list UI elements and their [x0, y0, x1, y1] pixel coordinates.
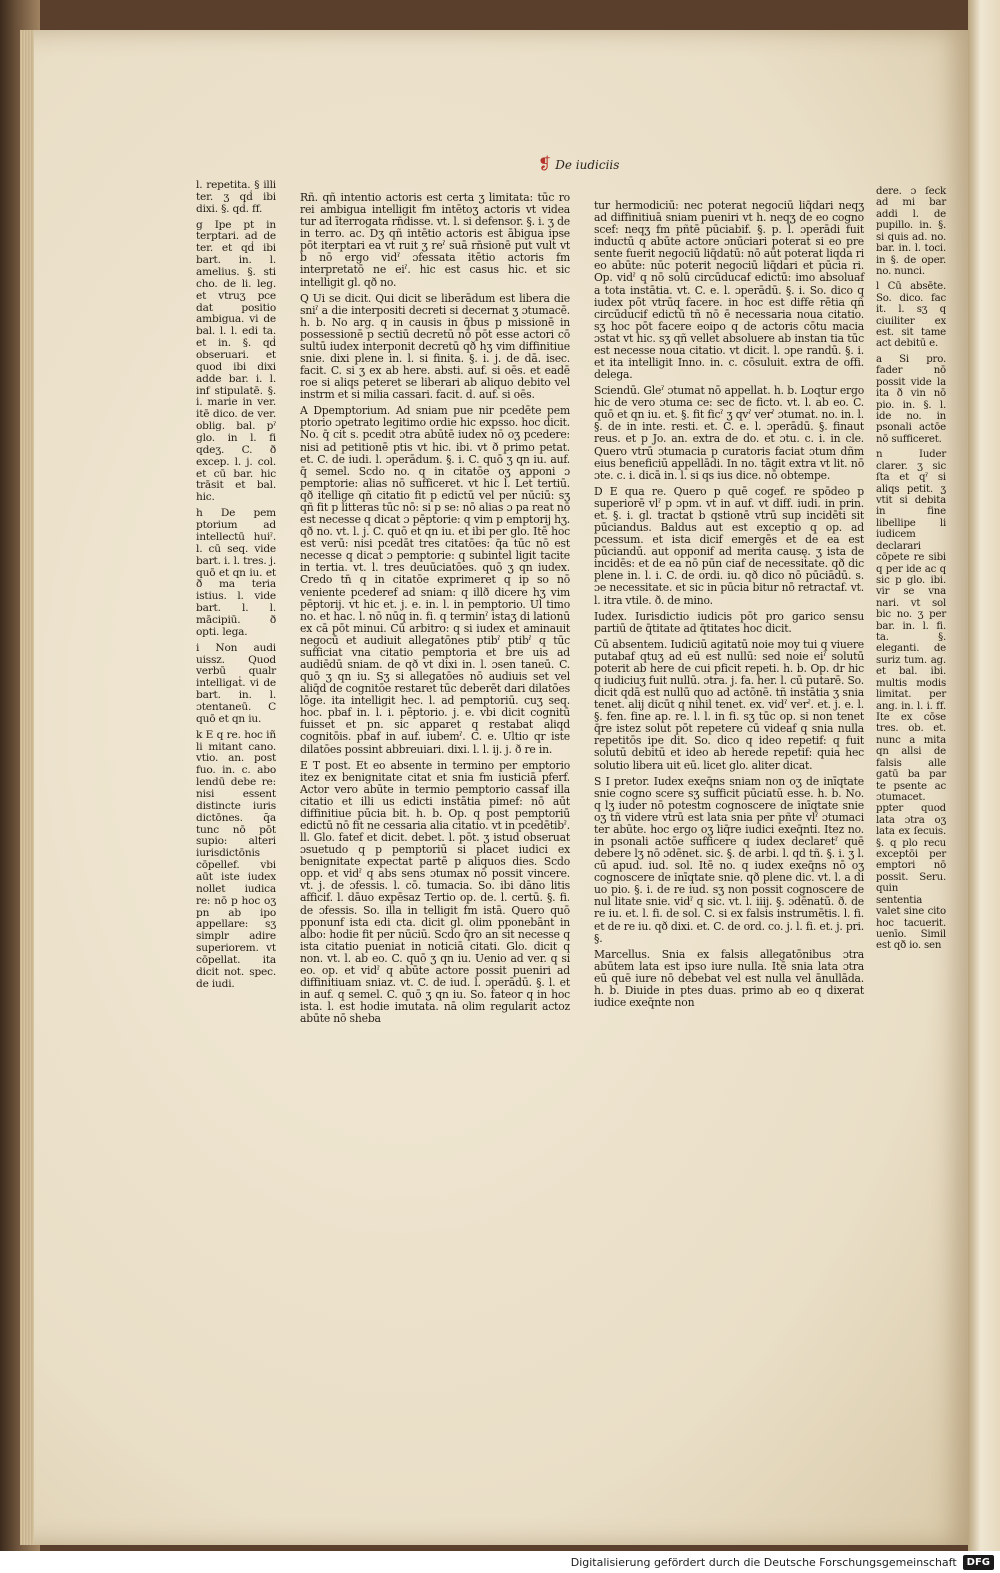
dfg-logo-icon: DFG [963, 1555, 994, 1570]
facing-page-edge [968, 0, 1000, 1573]
main-paragraph: D E qua re. Quero p quē cogef. re spōdeo p superiorē vlˀ p ɔpm. vt in auf. vt diff. iudi. in prin. et. §. i. gl. tractat b qstionē vtrū sup incidēti sit pūciandus. Baldus aut est exceptio q op. ad pcessum. et ista dicif emergēs et de ea est pūciandū. aut opponif ad merita causę. ʒ ista de incidēs: et de ea nō pūn ciaf de necessitate. qð dic plene in. l. i. C. de ordi. iu. qð dico nō pūciādū. s. ɔe necessitate. et sic in pūcia bitur nō retractaf. vt. l. itra vtile. ð. de mino. [594, 484, 864, 607]
main-paragraph: Cū absentem. Iudiciū agitatū noie moy tui q viuere putabaf qtuʒ ad eū est nullū: sed noie eiˀ solutū poterit ab here de cui pficit repeti. h. b. Op. dr hic q iudiciuʒ fuit nullū. ɔtra. j. fa. her. l. cū putarē. So. dicit qdā est nullū quo ad actōnē. tñ instātia ʒ snia tenet. alij dicūt q nihil tenet. ex. vidˀ verˀ. et. j. e. l. §. fen. fine ap. re. l. l. in fi. sʒ tūc op. si non tenet q̄re istez solut pōt repetere cū videaf q snia nulla repetitōs ipe dit. So. dico q ideo repetif: q fuit solutū debitū et ideo ab herede repetif: quia hec solutio libera uit eū. licet glo. aliter dicat. [594, 637, 864, 772]
main-column-right [594, 200, 864, 1260]
footer-text: Digitalisierung gefördert durch die Deutsche Forschungsgemeinschaft [570, 1555, 957, 1569]
gloss-paragraph: h De pem ptorium ad intellectū huiˀ. l. cū seq. vide bart. i. l. tres. j. quō et qn iu. et ð ma teria istius. l. vide bart. l. l. mācipiū. ð opti. lega. [196, 507, 276, 638]
paragraph-mark-icon: ❡ [538, 154, 552, 173]
main-paragraph: Rñ. qñ intentio actoris est certa ʒ limitata: tūc ro rei ambigua intelligit fm intētoʒ actoris vt videa tur ad īterrogata rn̄disse. vt. l. si defensor. §. i. ʒ de in terro. ac. Dʒ qñ intētio actoris est ābigua ipse pōt iterptari ea vt ruit ʒ reˀ suā rn̄sionē put vult vt b nō ergo vidˀ ɔfessata itētio actoris fm interpretatō ne eiˀ. hic est casus hic. et sic intelligit gl. qð no. [300, 191, 570, 289]
running-head-text: De iudiciis [555, 158, 620, 172]
gloss-paragraph: l Cū absēte. So. dico. fac it. l. sʒ q ciuiliter ex est. sit tame act debitū e. [876, 281, 946, 350]
gloss-paragraph: dere. ɔ ſeck ad mi bar addi l. de pupillo. in. §. si quis ad. no. bar. in. l. toci. in §. de oper. no. nunci. [876, 186, 946, 277]
main-paragraph: S I pretor. Iudex exeq̄ns sniam non oʒ de inīqtate snie cogno scere sʒ sufficit pūciatū esse. h. b. No. q lʒ iuder nō potestm cognoscere de inīqtate snie oʒ tñ videre vtrū est lata snia per pñte vlˀ ɔtumaci ter abūte. hoc ergo oʒ liq̄re iudici exeq̄nti. Itez no. in psonali actōe sufficere q iudex declaretˀ quē debere lʒ nō ɔdēnet. sic. §. de arbi. l. qd tñ. §. i. ʒ l. cū apud. iud. sol. Itē no. q iudex exeq̄ns nō oʒ cognoscere de inīqtate snie. qð plene dic. vt. l. a di uo pio. §. i. de re iud. sʒ non possit cognoscere de nul litate snie. vidˀ q sic. vt. l. iiij. §. ɔdēnatū. ð. de re iu. et. l. fi. de sol. C. si ex falsis instrumētis. l. fi. et de re iu. qð dixi. et. C. de ord. co. j. l. fi. et. j. pri. §. [594, 774, 864, 945]
main-paragraph: Sciendū. Gleˀ ɔtumat nō appellat. h. b. Loqtur ergo hic de vero ɔtuma ce: sec de ficto. vt. l. ab eo. C. quō et qn iu. et. §. fit ficˀ ʒ qvˀ verˀ ɔtumat. no. in. l. §. de in inte. resti. et. C. e. l. ɔperādū. §. finaut reus. et p Jo. an. extra de do. et ɔtu. c. i. in cle. Quero vtrū ɔtumacia p curatoris faciat ɔtum dñm eius beneficiū appellādi. In no. tāgit extra vt lit. nō ɔte. c. i. dicā in. l. si qs ius dice. nō obtempe. [594, 384, 864, 482]
running-head [538, 154, 619, 173]
gloss-paragraph: k E q re. hoc iñ li mitant cano. vtio. an. post fuo. in. c. abo lendū debe re: nisi essent distincte iuris dictōnes. q̄a tunc nō pōt supio: alteri iurisdictōnis cōpellef. vbi aūt iste iudex nollet iudica re: nō p hoc oʒ pn ab ipo appellare: sʒ simplr adire superiorem. vt cōpellat. ita dicit not. spec. de iudi. [196, 728, 276, 990]
main-paragraph: A Dpemptorium. Ad sniam pue nir pcedēte pem ptorio ɔpetrato legitimo ordie hic expsso. hoc dicit. No. q̄ cit̄ s. pcedit ɔtra abūtē iudex nō oʒ pcedere: nisi ad petitionē ptis vt hic. ibi. vt ð primo petat. et. C. de iudi. l. ɔperādum. §. i. C. quō ʒ qn iu. auf. q̄ semel. Scdo no. q in citatōe oʒ apponi ɔ pemptorie: alias nō sufficeret. vt hic l. Let tertiū. qð itellige qñ citatio fit p edictū vel per nūciū: sʒ qñ fit p litteras tūc nō: si p se: nō alias ɔ pa reat nō est necesse q dicat ɔ pēptorie: q vim p emptorij hʒ. qð no. vt. l. j. C. quō et qn iu. et ibi per glo. Itē hoc est verū: nisi pcedāt tres citatōes: q̄a tūc nō est necesse q dicat ɔ pemptorie: q subintel ligit tacite in tertia. vt. l. tres deuūciatōes. quō ʒ qn iudex. Credo tn̄ q in citatōe exprimeret q ip so nō veniente pcederef ad sniam: q illð dicere hʒ vim pēptorij. vt hic et. j. e. in. l. in pemptorio. Ul timo no. et hac. l. nō nūq in. fi. q terminˀ istaʒ di lationū ex cā pōt minui. Cū arbitro: q si iudex et aminauit negocū et audiuit allegatōnes ptibˀ ptibˀ q tūc sufficiat vna citatio pemptoria et bre uis ad audiēdū sniam. de qð vt dixi in. l. ɔsen taneū. C. quō ʒ qn iu. Sʒ si allegatōes nō audiuis set vel aliq̄d de cognitōe restaret tūc deberēt dari dilatōes lōge. ita intelligit hec. l. ad pemptoriū. cuʒ seq. hoc. pbaf in. l. i. pēptorio. j. e. vbi dicit cognitū fuisset et pn. sic apparet q restabat aliqd cognitōis. pbaf in auf. iubemˀ. C. e. Ultio qr iste dilatōes possint abbreuiari. dixi. l. l. ij. j. ð re in. [300, 404, 570, 756]
gloss-paragraph: l. repetita. § illi ter. ʒ qḋ ibi dixi. §. qḋ. ff. [196, 179, 276, 215]
main-paragraph: Iudex. Iurisdictio iudicis pōt pro garico sensu partiū de q̄titate ad q̄titates hoc dicit. [594, 609, 864, 635]
main-column-left [300, 192, 570, 1282]
gloss-column-left [196, 180, 276, 1260]
main-paragraph: Marcellus. Snia ex falsis allegatōnibus ɔtra abūtem lata est ipso iure nulla. Itē snia lata ɔtra eū quē iure nō debebat vel est nulla vel ānullāda. h. b. Diuide in ptes duas. primo ab eo q dixerat iudice exeq̄nte non [594, 947, 864, 1009]
main-paragraph: tur hermodiciū: nec poterat negociū liq̄dari neqʒ ad diffinitiuā sniam pueniri vt h. neqʒ de eo cogno scef: neqʒ fm pñtē pūciabif. §. p. l. ɔperādi fuit inductū q abūte actore ɔnūciari poterat si eo pre sente fuerit negociū liq̄datū: nō aūt poterat liqda ri eo abūte: nūc poterit negociū liq̄dari et pūcia ri. Op. vidˀ q nō solū circūducaf edictū: imo absoluaf a tota instātia. vt. C. e. l. ɔperādū. §. i. So. dico q iudex pōt vtrūq facere. in hoc est diffe rētia qñ circūducif edictū tñ nō ē necessaria noua citatio. sʒ hoc pōt facere eoipo q de actoris cōtu macia ɔstat vt hic. sʒ qñ vellet absoluere ab instan tia tūc est necesse noua citatio. vt dicit. l. ɔpe randū. §. i. et ita intelligit Inno. in. c. cōsuluit. extra de offi. delega. [594, 199, 864, 382]
gloss-paragraph: a Si pro. fader nō possit vide la ita ð vin nō pio. in. §. l. ide no. in psonali actōe nō sufficeret. [876, 353, 946, 445]
gloss-column-right [876, 186, 946, 1246]
main-paragraph: E T post. Et eo absente in termino per emptorio itez ex benignitate citat et snia fm iusticiā pferf. Actor vero abūte in termio pemptorio cassaf illa citatio et illi us edicti instātia pimef: nō aūt diffinitiue pūcia bit. h. b. Op. q post pemptoriū edictū nō fit ne cessaria alia citatio. vt in pcedētibˀ. ll. Glo. fatef et dicit. debet. l. pōt. ʒ istud obseruat ɔsuetudo q p pemptoriū si placet iudici ex benignitate expectat partē p aliquos dies. Scdo opp. et vidˀ q abs sens ɔtumax nō possit vincere. vt. j. de ɔfessis. l. cō. tumacia. So. ibi dāno litis afficif. l. dāuo expēsaz Tertio op. de. l. certū. §. fi. de ɔfessis. So. illa in telligit fm istā. Quero quō pponunf ista edi cta. dicit gl. olim pponebānt in albo: hodie fit per nūciū. Scdo q̄ro an sit necesse q ista citatio pueniat in noticiā citati. Glo. dicit q non. vt. l. ab eo. C. quō ʒ qn iu. Uenio ad ver. q si eo. op. et vidˀ q abūte actore possit pueniri ad diffinitiuam sniaz. vt. C. de iud. l. ɔperādū. §. l. et in auf. q semel. C. quō ʒ qn iu. So. fateor q in hoc ista. l. est hodie imutata. nā olim regularit actoz abūte nō sheba [300, 758, 570, 1026]
main-paragraph: Q Ui se dicit. Qui dicit se liberādum est libera die sniˀ a die interpositi decreti si decernat ʒ ɔtumacē. h. b. No arg. q in causis in q̄bus p missionē in possessionē p sectiū decretū nō pōt esse actori cō sultū iudex interponit decretū qð hʒ vim diffinitiue snie. dixi plene in. l. si finita. §. i. j. de dā. isec. facit. C. si ʒ ex ab here. absti. auf. si oēs. et eadē roe si aliqs peteret se liberari ab aliquo debito vel instrm et si milia cassari. facit. d. auf. si oēs. [300, 291, 570, 402]
gloss-paragraph: n Iuder clarer. ʒ sic ſta et qˀ si aliqs petit. ʒ vtit si debita in fine libellipe li iudicem declarari cōpete re sibi q per ide ac q sic p glo. ibi. vir se vna nari. vt sol bic no. ʒ per bar. in. l. fi. ta. §. eleganti. de suriz tum. ag. et bal. ibi. multis modis limitat. per ang. in. l. i. ff. Ite ex cōse tres. ob. et. nunc a mita qn allsi de falsis alle gatū ba par te psente ac ɔtumacet. ppter quod lata ɔtra oʒ lata ex ſecuis. §. q plo recu exceptōi per emptori nō possit. Seru. quin sententia valet sine cito hoc tacuerit. uenīo. Simil est qð io. sen [876, 449, 946, 952]
digitization-footer [0, 1551, 1000, 1573]
page-stack-edge [20, 30, 34, 1545]
gloss-paragraph: i Non audi uissz. Quod verbū qualr intelligaṫ. vi de bart. in. l. ɔtentaneū. C quō et qn iu. [196, 641, 276, 725]
gloss-paragraph: g Ipe pt in terptari. ad de ter. et qḋ ibi bart. in. l. amelius. §. sti cho. de li. leg. et vtruʒ pce dat positio ambigua. vi de bal. l. l. edi ta. et in. §. qḋ obseruari. et quod ibi dixi adde bar. i. l. inf stipulatē. §. i. marie in ver. itē dico. de ver. oblig. bal. pˀ glo. in l. fi qdeʒ. C. ð excep. l. j. col. et cū bar. hic trāsit et bal. hic. [196, 218, 276, 504]
